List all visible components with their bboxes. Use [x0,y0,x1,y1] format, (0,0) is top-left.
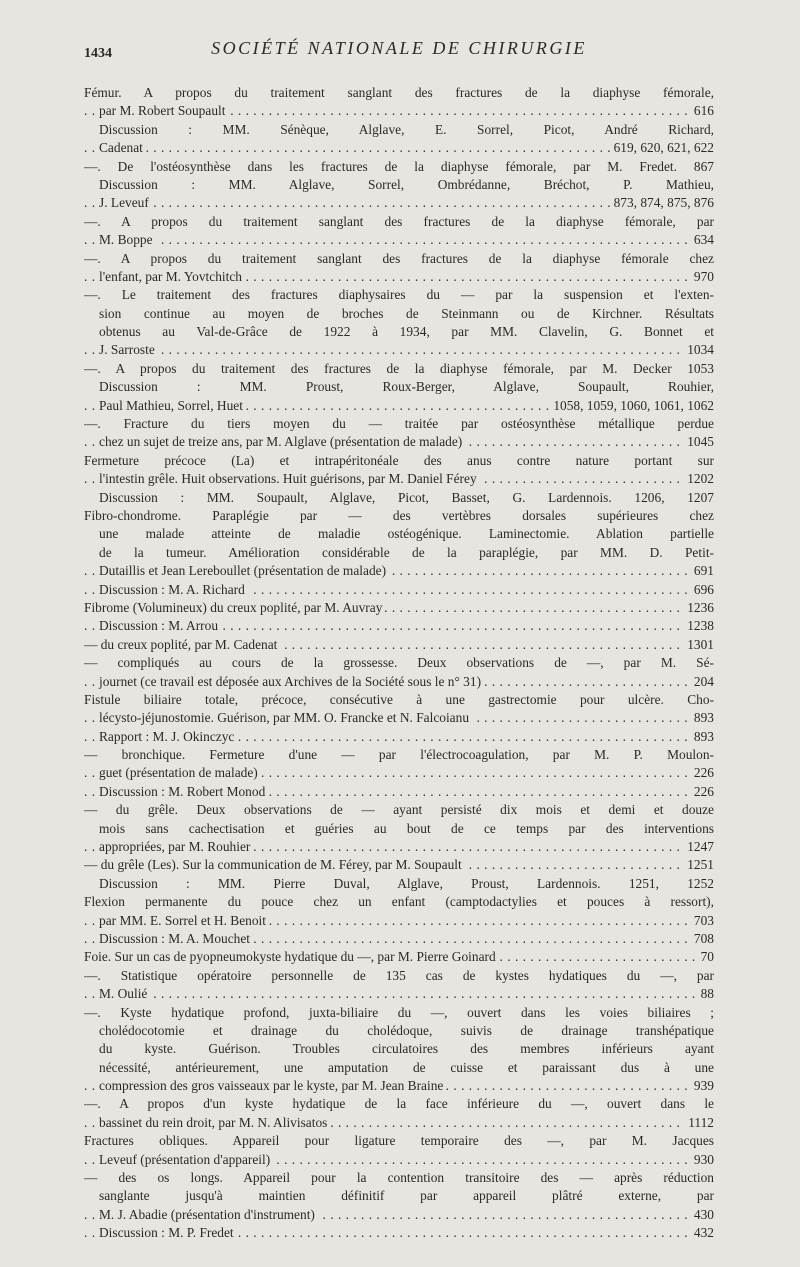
index-line [84,967,714,985]
index-line [84,1169,714,1187]
entry-text: Fractures obliques. Appareil pour ligature temporaire des —, par M. Jacques [84,1133,714,1149]
index-line [84,102,714,120]
page-reference: 696 [690,581,714,599]
entry-text: l'enfant, par M. Yovtchitch [99,269,245,284]
index-line [84,213,714,231]
entry-text: Dutaillis et Jean Lereboullet (présentation de malade) [99,563,389,578]
index-line [84,1151,714,1169]
entry-text: J. Leveuf [99,195,152,210]
entry-text: Discussion : M. Arrou [99,618,221,633]
index-line [84,231,714,249]
entry-text: sanglante jusqu'à maintien définitif par appareil plâtré externe, par [99,1188,714,1204]
page-reference: 691 [690,562,714,580]
page-reference: 1034 [683,341,714,359]
entry-text: —. Fracture du tiers moyen du — traitée par ostéosynthèse métallique perdue [84,416,714,432]
index-line [84,1132,714,1150]
index-line [84,599,714,617]
index-line [84,452,714,470]
entry-text: Discussion : MM. Proust, Roux-Berger, Alglave, Soupault, Rouhier, [99,379,714,395]
index-line [84,489,714,507]
entry-text: chez un sujet de treize ans, par M. Alglave (présentation de malade) [99,434,465,449]
index-line [84,470,714,488]
index-line [84,985,714,1003]
index-line [84,764,714,782]
index-line [84,525,714,543]
entry-text: Cadenat [99,140,146,155]
entry-text: —. A propos d'un kyste hydatique de la face inférieure du —, ouvert dans le [84,1096,714,1112]
index-line [84,397,714,415]
index-line [84,1059,714,1077]
page-reference: 708 [690,930,714,948]
index-line [84,121,714,139]
index-line [84,1224,714,1242]
entry-text: mois sans cachectisation et guéries au bout de ce temps par des interventions [99,820,714,836]
entry-text: —. A propos du traitement des fractures de la diaphyse fémorale, par M. Decker 1053 [84,360,714,376]
index-line [84,948,714,966]
index-line [84,84,714,102]
entry-text: guet (présentation de malade) [99,765,261,780]
index-line [84,176,714,194]
index-line [84,286,714,304]
page-reference: 970 [690,268,714,286]
index-line [84,691,714,709]
index-line [84,544,714,562]
page-reference: 703 [690,912,714,930]
page-reference: 1112 [684,1114,714,1132]
index-line [84,636,714,654]
index-line [84,838,714,856]
entry-text: Discussion : M. A. Mouchet [99,931,253,946]
page-reference: 634 [690,231,714,249]
page-reference: 88 [697,985,714,1003]
page-header [84,36,714,66]
index-line [84,341,714,359]
index-line [84,1095,714,1113]
entry-text: journet (ce travail est déposée aux Archives de la Société sous le n° 31) [99,674,484,689]
entry-text: Flexion permanente du pouce chez un enfant (camptodactylies et pouces à ressort), [84,894,714,910]
index-line [84,856,714,874]
page-reference: 430 [690,1206,714,1224]
index-line [84,1206,714,1224]
entry-text: bassinet du rein droit, par M. N. Alivisatos [99,1115,330,1130]
entry-text: compression des gros vaisseaux par le kyste, par M. Jean Braine [99,1078,446,1093]
page-reference: 70 [697,948,714,966]
index-line [84,709,714,727]
entry-text: — du creux poplité, par M. Cadenat [84,637,280,652]
entry-text: Discussion : MM. Pierre Duval, Alglave, Proust, Lardennois. 1251, 1252 [99,875,714,891]
entry-text: —. De l'ostéosynthèse dans les fractures de la diaphyse fémorale, par M. Fredet. 867 [84,158,714,174]
entry-text: Fibro-chondrome. Paraplégie par — des vertèbres dorsales supérieures chez [84,507,714,523]
page-reference: 939 [690,1077,714,1095]
page-reference: 873, 874, 875, 876 [610,194,714,212]
entry-text: sion continue au moyen de broches de Steinmann ou de Kirchner. Résultats [99,305,714,321]
index-line [84,728,714,746]
entry-text: M. Boppe [99,232,156,247]
page-reference: 1058, 1059, 1060, 1061, 1062 [549,397,714,415]
index-line [84,1114,714,1132]
page-reference: 930 [690,1151,714,1169]
entry-text: nécessité, antérieurement, une amputation de cuisse et paraissant dus à une [99,1059,714,1075]
page-reference: 226 [690,783,714,801]
entry-text: —. A propos du traitement sanglant des fractures de la diaphyse fémorale chez [84,250,714,266]
entry-text: — du grêle (Les). Sur la communication de M. Férey, par M. Soupault [84,857,465,872]
page-reference: 619, 620, 621, 622 [610,139,714,157]
entry-text: obtenus au Val-de-Grâce de 1922 à 1934, par MM. Clavelin, G. Bonnet et [99,324,714,340]
entry-text: Fibrome (Volumineux) du creux poplité, par M. Auvray [84,600,385,615]
index-entries [84,84,714,1243]
page-reference: 1238 [683,617,714,635]
entry-text: Discussion : M. Robert Monod [99,784,268,799]
entry-text: Fermeture précoce (La) et intrapéritonéale des anus contre nature portant sur [84,452,714,468]
entry-text: —. Statistique opératoire personnelle de 135 cas de kystes hydatiques du —, par [84,967,714,983]
entry-text: Leveuf (présentation d'appareil) [99,1152,273,1167]
entry-text: M. Oulié [99,986,150,1001]
entry-text: lécysto-jéjunostomie. Guérison, par MM. O. Francke et N. Falcoianu [99,710,472,725]
index-line [84,305,714,323]
index-line [84,801,714,819]
entry-text: l'intestin grêle. Huit observations. Huit guérisons, par M. Daniel Férey [99,471,480,486]
entry-text: Foie. Sur un cas de pyopneumokyste hydatique du —, par M. Pierre Goinard [84,949,499,964]
page-reference: 1045 [683,433,714,451]
index-line [84,194,714,212]
page-number: 1434 [84,46,112,61]
entry-text: — des os longs. Appareil pour la contention transitoire des — après réduction [84,1170,714,1186]
entry-text: par M. Robert Soupault [99,103,228,118]
entry-text: Discussion : MM. Sénèque, Alglave, E. Sorrel, Picot, André Richard, [99,121,714,137]
index-line [84,1040,714,1058]
index-line [84,323,714,341]
index-line [84,1004,714,1022]
entry-text: Discussion : M. A. Richard [99,582,248,597]
page-reference: 1251 [683,856,714,874]
page-reference: 893 [690,709,714,727]
entry-text: de la tumeur. Amélioration considérable de la paraplégie, par MM. D. Petit- [99,544,714,560]
index-line [84,673,714,691]
page-reference: 1202 [683,470,714,488]
index-line [84,507,714,525]
page-reference: 204 [690,673,714,691]
index-line [84,617,714,635]
index-line [84,158,714,176]
index-line [84,433,714,451]
index-line [84,415,714,433]
index-line [84,930,714,948]
index-line [84,268,714,286]
entry-text: une malade atteinte de maladie ostéogénique. Laminectomie. Ablation partielle [99,526,714,542]
page-reference: 616 [690,102,714,120]
page-reference: 432 [690,1224,714,1242]
entry-text: Paul Mathieu, Sorrel, Huet [99,398,246,413]
page-reference: 1247 [683,838,714,856]
index-line [84,250,714,268]
index-line [84,654,714,672]
entry-text: Rapport : M. J. Okinczyc [99,729,237,744]
page-reference: 893 [690,728,714,746]
entry-text: —. Le traitement des fractures diaphysaires du — par la suspension et l'exten- [84,287,714,303]
index-line [84,893,714,911]
page-reference: 1301 [683,636,714,654]
index-line [84,360,714,378]
index-line [84,139,714,157]
index-line [84,783,714,801]
entry-text: Fémur. A propos du traitement sanglant des fractures de la diaphyse fémorale, [84,85,714,100]
entry-text: Fistule biliaire totale, précoce, consécutive à une gastrectomie pour ulcère. Cho- [84,691,714,707]
entry-text: cholédocotomie et drainage du cholédoque, suivis de drainage transhépatique [99,1022,714,1038]
index-line [84,912,714,930]
entry-text: —. Kyste hydatique profond, juxta-biliaire du —, ouvert dans les voies biliaires ; [84,1004,714,1020]
entry-text: — du grêle. Deux observations de — ayant persisté dix mois et demi et douze [84,802,714,818]
page-reference: 226 [690,764,714,782]
entry-text: J. Sarroste [99,342,158,357]
entry-text: du kyste. Guérison. Troubles circulatoires des membres inférieurs ayant [99,1041,714,1057]
entry-text: —. A propos du traitement sanglant des fractures de la diaphyse fémorale, par [84,213,714,229]
index-line [84,820,714,838]
index-line [84,1022,714,1040]
index-line [84,581,714,599]
entry-text: M. J. Abadie (présentation d'instrument) [99,1207,318,1222]
index-line [84,562,714,580]
entry-text: — bronchique. Fermeture d'une — par l'électrocoagulation, par M. P. Moulon- [84,747,714,763]
entry-text: — compliqués au cours de la grossesse. Deux observations de —, par M. Sé- [84,655,714,671]
index-line [84,746,714,764]
index-line [84,875,714,893]
entry-text: Discussion : MM. Alglave, Sorrel, Ombrédanne, Bréchot, P. Mathieu, [99,176,714,192]
index-line [84,1187,714,1205]
entry-text: Discussion : MM. Soupault, Alglave, Picot, Basset, G. Lardennois. 1206, 1207 [99,489,714,505]
running-title: SOCIÉTÉ NATIONALE DE CHIRURGIE [211,38,587,58]
page-reference: 1236 [683,599,714,617]
entry-text: par MM. E. Sorrel et H. Benoit [99,913,269,928]
entry-text: appropriées, par M. Rouhier [99,839,253,854]
entry-text: Discussion : M. P. Fredet [99,1225,237,1240]
index-line [84,1077,714,1095]
index-line [84,378,714,396]
